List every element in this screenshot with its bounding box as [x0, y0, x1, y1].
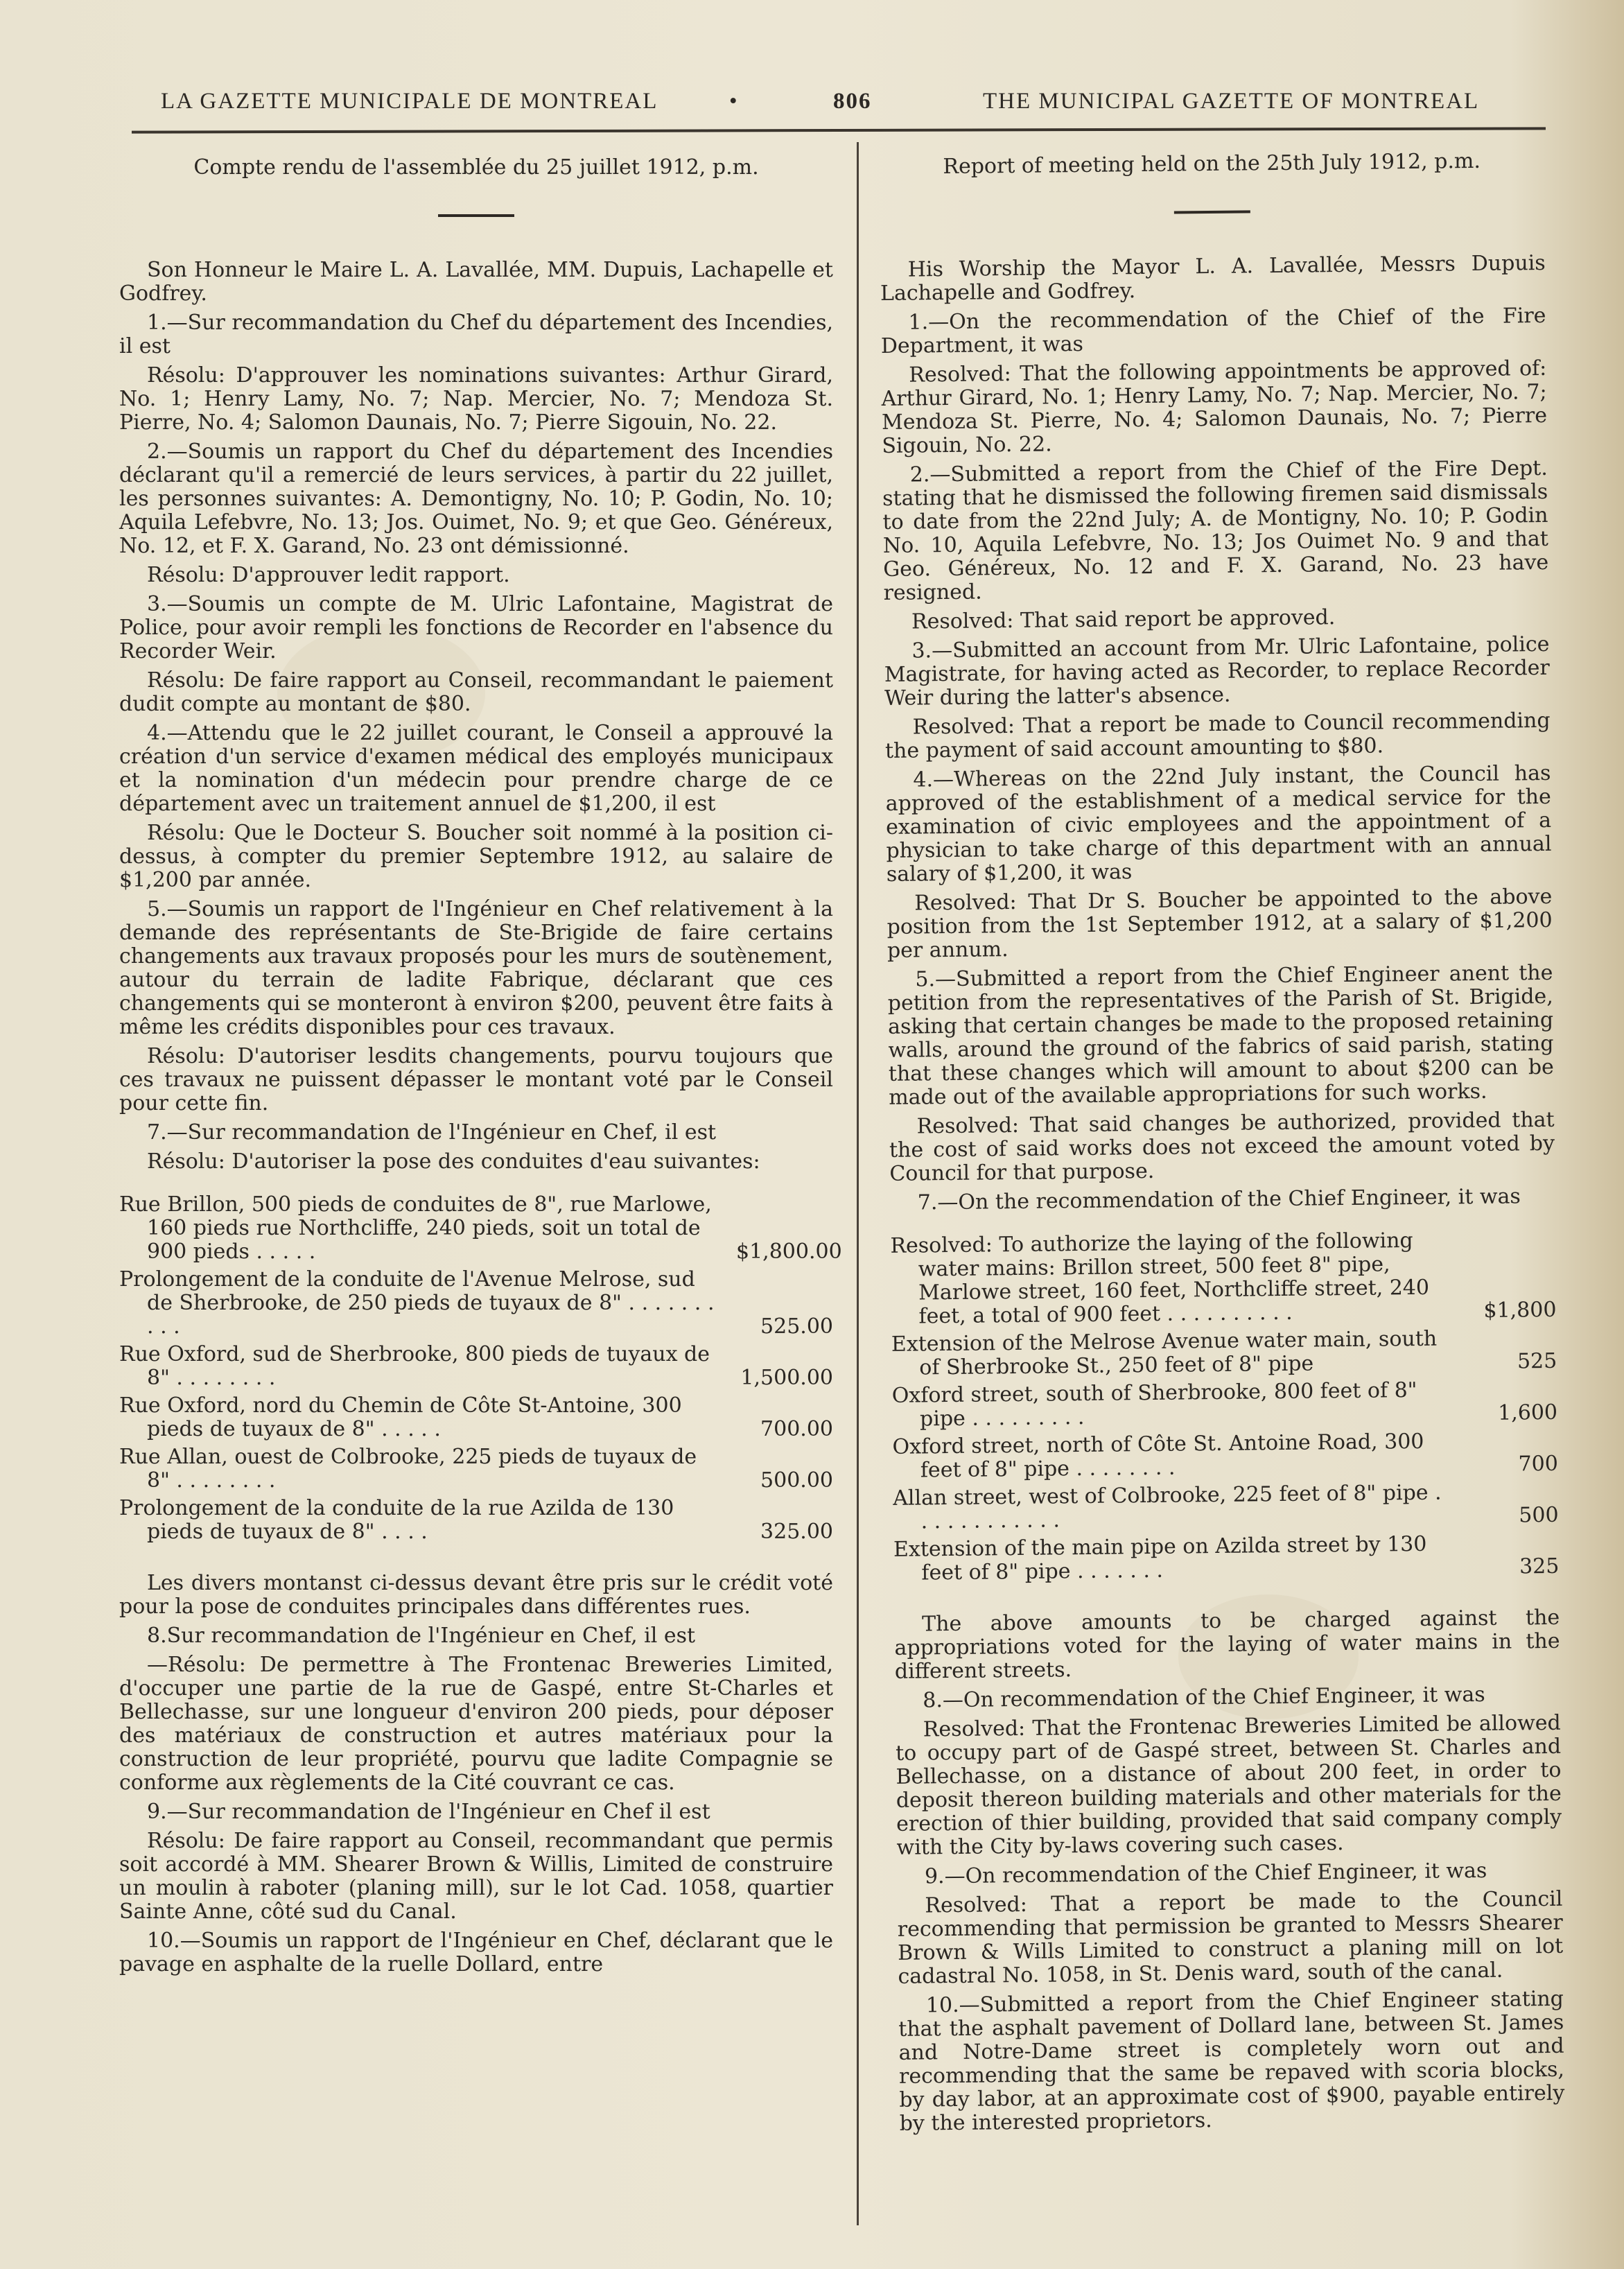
item-amount: 700.00: [760, 1417, 833, 1441]
item-amount: 1,600: [1497, 1400, 1558, 1425]
header-separator: •: [729, 89, 739, 114]
item-description: Rue Brillon, 500 pieds de conduites de 8", rue Marlowe, 160 pieds rue Northcliffe, 240 pieds, soit un total de 900 pieds . . . . .: [119, 1192, 712, 1264]
resolution-7-fr: Résolu: D'autoriser la pose des conduites d'eau suivantes:: [147, 1149, 760, 1174]
item-4-en: 4.—Whereas on the 22nd July instant, the Council has approved of the establishment of a medical service for the examination of civic employees and the appointment of a physician to take charge of this department with an annual salary of $1,200, it was: [885, 760, 1552, 887]
list-item: [119, 1394, 833, 1441]
item-amount: 1,500.00: [740, 1366, 833, 1390]
present-fr: Son Honneur le Maire L. A. Lavallée, MM. Dupuis, Lachapelle et Godfrey.: [119, 258, 833, 306]
french-column: [119, 155, 842, 1982]
english-column: [879, 149, 1565, 2141]
resolution-4-en: Resolved: That Dr S. Boucher be appointed to the above position from the 1st September 1912, at a salary of $1,200 per annum.: [887, 884, 1553, 963]
minutes-heading-fr: Compte rendu de l'assemblée du 25 juillet 1912, p.m.: [193, 155, 759, 180]
item-amount: 325.00: [760, 1520, 833, 1544]
item-amount: 525.00: [760, 1314, 833, 1339]
list-item: [892, 1377, 1558, 1432]
item-amount: 525: [1517, 1348, 1557, 1374]
list-item: [119, 1192, 842, 1264]
item-3-fr: 3.—Soumis un compte de M. Ulric Lafontaine, Magistrat de Police, pour avoir rempli les fonctions de Recorder en l'absence du Recorder Weir.: [119, 592, 833, 663]
item-amount: 500.00: [760, 1468, 833, 1493]
water-mains-list-en: [890, 1228, 1559, 1585]
item-description: Allan street, west of Colbrooke, 225 feet of 8" pipe . . . . . . . . . . . .: [893, 1480, 1442, 1534]
header-title-fr: LA GAZETTE MUNICIPALE DE MONTREAL: [161, 89, 658, 114]
item-amount: $1,800: [1483, 1297, 1557, 1323]
heading-rule-fr: [438, 214, 514, 217]
item-5-en: 5.—Submitted a report from the Chief Engineer anent the petition from the representatives of the Parish of St. Brigide, asking that certain changes be made to the proposed retaining walls, around the ground of the fabrics of said parish, stating that these changes which will amount to about $200 can be made out of the available appropriations for such works.: [887, 960, 1555, 1110]
resolution-4-fr: Résolu: Que le Docteur S. Boucher soit nommé à la position ci-dessus, à compter du premier Septembre 1912, au salaire de $1,200 par année.: [119, 821, 833, 892]
item-2-en: 2.—Submitted a report from the Chief of the Fire Dept. stating that he dismissed the following firemen said dismissals to date from the 22nd July; A. de Montigny, No. 10; P. Godin No. 10, Aquila Lefebvre, No. 13; Jos Ouimet No. 9 and that Geo. Généreux, No. 12 and F. X. Garand, No. 23 have resigned.: [882, 455, 1549, 605]
item-description: Resolved: To authorize the laying of the following water mains: Brillon street, 500 feet 8" pipe, Marlowe street, 160 feet, Northcliffe street, 240 feet, a total of 900 feet . . . . . . . . . .: [890, 1228, 1430, 1329]
resolution-3-fr: Résolu: De faire rapport au Conseil, recommandant le paiement dudit compte au montant de $80.: [119, 668, 833, 716]
item-amount: $1,800.00: [736, 1240, 842, 1264]
resolution-8-fr: —Résolu: De permettre à The Frontenac Breweries Limited, d'occuper une partie de la rue de Gaspé, entre St-Charles et Bellechasse, sur une longueur d'environ 200 pieds, pour déposer des matériaux de construction et autres matériaux pour la construction de leur propriété, pourvu que ladite Compagnie se conforme aux règlements de la Cité couvrant ce cas.: [119, 1653, 833, 1795]
resolution-8-en: Resolved: That the Frontenac Breweries Limited be allowed to occupy part of de Gaspé street, between St. Charles and Bellechasse, on a distance of about 200 feet, in order to deposit thereon building materials and other materials for the erection of thier building, provided that said company comply with the City by-laws covering such cases.: [895, 1710, 1562, 1860]
item-3-en: 3.—Submitted an account from Mr. Ulric Lafontaine, police Magistrate, for having acted as Recorder, to replace Recorder Weir during the latter's absence.: [884, 632, 1550, 711]
resolution-2-en: Resolved: That said report be approved.: [911, 605, 1336, 634]
after-list-fr: Les divers montanst ci-dessus devant être pris sur le crédit voté pour la pose de conduites principales dans différentes rues.: [119, 1571, 833, 1619]
minutes-heading-en: Report of meeting held on the 25th July 1912, p.m.: [943, 148, 1481, 180]
resolution-1-en: Resolved: That the following appointments be approved of: Arthur Girard, No. 1; Henry Lamy, No. 7; Nap. Mercier, No. 7; Mendoza St. Pierre, No. 4; Salomon Daunais, No. 7; Pierre Sigouin, No. 22.: [881, 356, 1548, 458]
header-rule: [132, 127, 1546, 133]
resolution-3-en: Resolved: That a report be made to Council recommending the payment of said account amounting to $80.: [884, 708, 1551, 763]
item-10-en: 10.—Submitted a report from the Chief Engineer stating that the asphalt pavement of Dollard lane, between St. James and Notre-Dame street is completely worn out and recommending that the same be repaved with scoria blocks, by day labor, at an approximate cost of $900, payable entirely by the interested proprietors.: [898, 1986, 1565, 2136]
item-description: Prolongement de la conduite de la rue Azilda de 130 pieds de tuyaux de 8" . . . .: [119, 1496, 674, 1544]
list-item: [119, 1268, 833, 1339]
item-10-fr: 10.—Soumis un rapport de l'Ingénieur en Chef, déclarant que le pavage en asphalte de la ruelle Dollard, entre: [119, 1929, 833, 1976]
list-item: [119, 1497, 833, 1544]
item-8-en: 8.—On recommendation of the Chief Engineer, it was: [923, 1682, 1485, 1713]
item-1-en: 1.—On the recommendation of the Chief of the Fire Department, it was: [880, 303, 1546, 358]
list-item: [891, 1326, 1557, 1380]
page-number: 806: [833, 89, 872, 114]
item-2-fr: 2.—Soumis un rapport du Chef du département des Incendies déclarant qu'il a remercié de leurs services, à partir du 22 juillet, les personnes suivantes: A. Demontigny, No. 10; P. Godin, No. 10; Aquila Lefebvre, No. 13; Jos. Ouimet, No. 9; et que Geo. Généreux, No. 12, et F. X. Garand, No. 23 ont démissionné.: [119, 440, 833, 558]
list-item: [893, 1480, 1559, 1534]
item-1-fr: 1.—Sur recommandation du Chef du département des Incendies, il est: [119, 311, 833, 358]
list-item: [892, 1429, 1558, 1483]
header-title-en: THE MUNICIPAL GAZETTE OF MONTREAL: [983, 89, 1480, 114]
item-4-fr: 4.—Attendu que le 22 juillet courant, le Conseil a approuvé la création d'un service d'examen médical des employés municipaux et la nomination d'un médecin pour prendre charge de ce département avec un traitement annuel de $1,200, il est: [119, 721, 833, 816]
list-item: [890, 1228, 1556, 1329]
item-description: Extension of the Melrose Avenue water main, south of Sherbrooke St., 250 feet of 8" pipe: [891, 1326, 1438, 1380]
resolution-5-fr: Résolu: D'autoriser lesdits changements, pourvu toujours que ces travaux ne puissent dépasser le montant voté par le Conseil pour cette fin.: [119, 1044, 833, 1115]
item-amount: 500: [1519, 1502, 1559, 1528]
resolution-9-en: Resolved: That a report be made to the Council recommending that permission be granted to Messrs Shearer Brown & Wills Limited to construct a planing mill on lot cadastral No. 1058, in St. Denis ward, south of the canal.: [897, 1886, 1564, 1989]
column-divider: [857, 142, 859, 2225]
list-item: [119, 1343, 833, 1390]
item-description: Oxford street, north of Côte St. Antoine Road, 300 feet of 8" pipe . . . . . . . .: [892, 1429, 1424, 1483]
item-description: Oxford street, south of Sherbrooke, 800 feet of 8" pipe . . . . . . . . .: [891, 1377, 1417, 1432]
item-amount: 325: [1519, 1554, 1560, 1579]
item-description: Prolongement de la conduite de l'Avenue Melrose, sud de Sherbrooke, de 250 pieds de tuyaux de 8" . . . . . . . . . .: [119, 1267, 715, 1339]
item-description: Extension of the main pipe on Azilda street by 130 feet of 8" pipe . . . . . . .: [893, 1531, 1427, 1585]
item-description: Rue Oxford, nord du Chemin de Côte St-Antoine, 300 pieds de tuyaux de 8" . . . . .: [119, 1393, 682, 1441]
item-amount: 700: [1518, 1451, 1558, 1477]
page-header: [0, 89, 1624, 128]
item-7-en: 7.—On the recommendation of the Chief Engineer, it was: [917, 1184, 1521, 1215]
item-7-fr: 7.—Sur recommandation de l'Ingénieur en Chef, il est: [147, 1120, 717, 1145]
item-9-fr: 9.—Sur recommandation de l'Ingénieur en Chef il est: [147, 1800, 710, 1824]
present-en: His Worship the Mayor L. A. Lavallée, Messrs Dupuis Lachapelle and Godfrey.: [880, 250, 1546, 306]
item-8-fr: 8.Sur recommandation de l'Ingénieur en Chef, il est: [147, 1624, 696, 1648]
water-mains-list-fr: [119, 1192, 842, 1544]
resolution-5-en: Resolved: That said changes be authorized, provided that the cost of said works does not exceed the amount voted by Council for that purpose.: [889, 1107, 1555, 1186]
item-description: Rue Allan, ouest de Colbrooke, 225 pieds de tuyaux de 8" . . . . . . . .: [119, 1445, 697, 1493]
item-description: Rue Oxford, sud de Sherbrooke, 800 pieds de tuyaux de 8" . . . . . . . .: [119, 1342, 710, 1390]
after-list-en: The above amounts to be charged against the appropriations voted for the laying of water mains in the different streets.: [894, 1605, 1560, 1684]
resolution-2-fr: Résolu: D'approuver ledit rapport.: [147, 563, 510, 587]
list-item: [893, 1531, 1560, 1585]
item-5-fr: 5.—Soumis un rapport de l'Ingénieur en Chef relativement à la demande des représentants de Ste-Brigide de faire certains changements aux travaux proposés pour les murs de soutènement, autour du terrain de ladite Fabrique, déclarant que ces changements qui se monteront à environ $200, peuvent être faits à même les crédits disponibles pour ces travaux.: [119, 897, 833, 1039]
resolution-1-fr: Résolu: D'approuver les nominations suivantes: Arthur Girard, No. 1; Henry Lamy, No. 7; Nap. Mercier, No. 7; Mendoza St. Pierre, No. 4; Salomon Daunais, No. 7; Pierre Sigouin, No. 22.: [119, 363, 833, 435]
list-item: [119, 1445, 833, 1493]
resolution-9-fr: Résolu: De faire rapport au Conseil, recommandant que permis soit accordé à MM. Shearer Brown & Willis, Limited de construire un moulin à raboter (planing mill), sur le lot Cad. 1058, quartier Sainte Anne, côté sud du Canal.: [119, 1829, 833, 1924]
item-9-en: 9.—On recommendation of the Chief Engineer, it was: [924, 1858, 1487, 1889]
heading-rule-en: [1174, 210, 1250, 214]
